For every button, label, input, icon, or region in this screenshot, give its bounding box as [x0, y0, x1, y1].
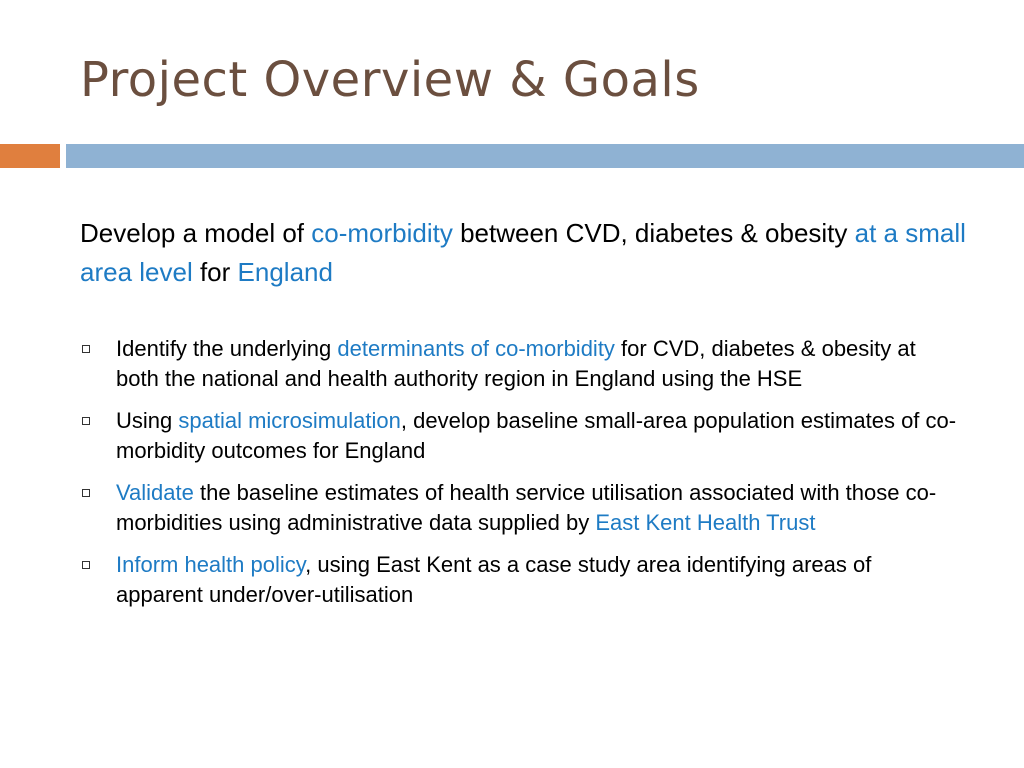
list-item: [80, 550, 960, 610]
bullet-highlight: Inform health policy: [116, 552, 306, 577]
bullet-text: , using East Kent as a case study area identifying areas of apparent under/over-utilisation: [116, 552, 872, 607]
bullet-text: for CVD, diabetes & obesity at both the national and health authority region in England using the HSE: [116, 336, 916, 391]
list-item: [80, 478, 960, 538]
square-bullet-icon: [82, 417, 90, 425]
intro-text-2: between CVD, diabetes & obesity: [452, 218, 855, 248]
bullet-highlight: East Kent Health Trust: [595, 510, 816, 535]
intro-statement: [80, 214, 980, 292]
square-bullet-icon: [82, 345, 90, 353]
bullet-highlight: Validate: [116, 480, 194, 505]
intro-text-1: Develop a model of: [80, 218, 312, 248]
list-item: [80, 406, 960, 466]
slide-title: Project Overview & Goals: [80, 52, 700, 108]
intro-highlight-england: England: [237, 257, 333, 287]
bullet-highlight: determinants of co-morbidity: [337, 336, 615, 361]
bullet-text: , develop baseline small-area population estimates of co-morbidity outcomes for England: [116, 408, 957, 463]
list-item: [80, 334, 960, 394]
intro-highlight-co-morbidity: co-morbidity: [311, 218, 453, 248]
goals-list: [80, 334, 960, 622]
bullet-text: the baseline estimates of health service utilisation associated with those co-morbidities using administrative data supplied by: [116, 480, 937, 535]
title-accent-bar-left: [0, 144, 60, 168]
square-bullet-icon: [82, 489, 90, 497]
bullet-highlight: spatial microsimulation: [178, 408, 401, 433]
square-bullet-icon: [82, 561, 90, 569]
bullet-text: Using: [116, 408, 179, 433]
intro-text-3: for: [192, 257, 238, 287]
title-accent-bar-right: [66, 144, 1024, 168]
bullet-text: Identify the underlying: [116, 336, 338, 361]
intro-highlight-small-area: at a small area level: [80, 218, 966, 287]
